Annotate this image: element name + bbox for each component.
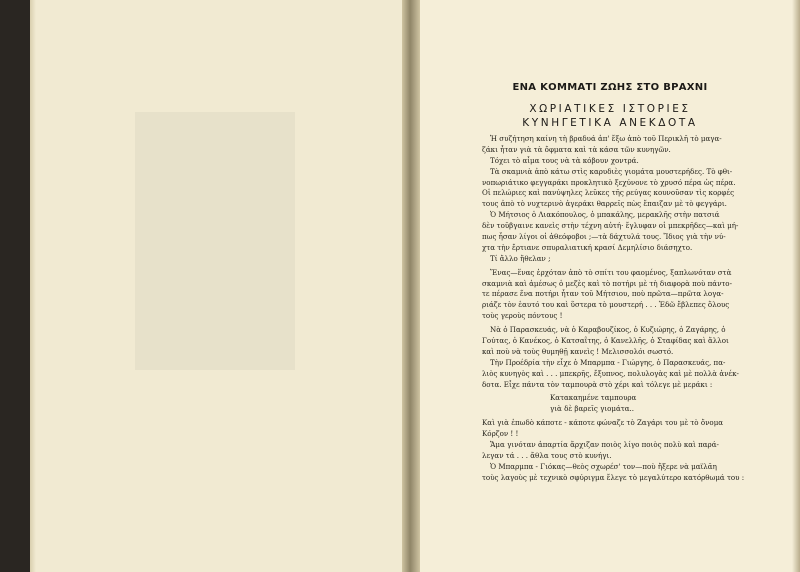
right-page <box>420 0 800 572</box>
text-line: Ἅμα γινόταν ἀπαρτία ἄρχιζαν ποιὸς λίγο ποιὸς πολὺ καὶ παρά- <box>490 440 719 450</box>
text-line: δὲν τοῦβγαινε κανεὶς στὴν τέχνη αὐτή· ἔγλυφαν οἱ μπεκρῆδες—καὶ μή- <box>482 221 739 231</box>
text-line: καὶ ποὺ νὰ τοὺς θυμηθῇ κανεὶς ! Μελισσολόι σωστό. <box>482 346 674 356</box>
left-page-edge <box>30 0 36 572</box>
text-line: λιὸς κυνηγὸς καὶ . . . μπεκρῆς, ἔξυπνος, πολυλογὰς καὶ μὲ πολλὰ ἀνέκ- <box>482 368 739 378</box>
text-line: πως ἦσαν λίγοι οἱ ἀθεόφοβοι ;—τὰ δάχτυλά τους. Ἴδιος γιὰ τὴν νύ- <box>482 232 726 242</box>
text-line: Ὁ Μήτσιος ὁ Λιακόπουλος, ὁ μπακάλης, μερακλῆς στὴν πατσιά <box>490 210 720 220</box>
text-line: τε πέρασε ἕνα ποτήρι ἦταν τοῦ Μήτσιου, ποὺ πρῶτα—πρῶτα λογα- <box>482 289 724 299</box>
text-line: Ἕνας—ἕνας ἐρχόταν ἀπὸ τὸ σπίτι του φαομένος, ξαπλωνόταν στὰ <box>490 267 732 277</box>
text-line: Γούτας, ὁ Κανέκος, ὁ Κατσαΐτης, ὁ Κανελλῆς, ὁ Σταφίδας καὶ ἄλλοι <box>482 336 729 346</box>
left-page <box>30 0 402 572</box>
text-line: Ἡ συζήτηση καίνη τὴ βραδυά ἀπ' ἔξω ἀπὸ τοῦ Περικλῆ τὸ μαγα- <box>490 134 722 143</box>
book-gutter <box>402 0 420 572</box>
text-line: Τὴν Προέδρία τὴν εἶχε ὁ Μπαρμπα - Γιώργης, ὁ Παρασκευάς, πα- <box>490 357 726 367</box>
text-line: Τί ἄλλο ἤθελαν ; <box>490 253 551 263</box>
text-line: Νὰ ὁ Παρασκευάς, νὰ ὁ Καραβουζίκος, ὁ Κυζιώρης, ὁ Ζαγάρης, ὁ <box>490 325 726 335</box>
subtitle-village-stories: ΧΩΡΙΑΤΙΚΕΣ ΙΣΤΟΡΙΕΣ <box>529 103 691 115</box>
subtitle-hunting-anecdotes: ΚΥΝΗΓΕΤΙΚΑ ΑΝΕΚΔΟΤΑ <box>522 117 698 129</box>
text-line: ζάκι ἦταν γιὰ τὰ ὄφματα καὶ τὰ κάσα τῶν κυνηγῶν. <box>482 144 671 154</box>
text-line: Καὶ γιὰ ἐπωδὸ κάποτε - κάποτε φώναζε τὸ Ζαγάρι του μὲ τὸ ὄνομα <box>482 418 724 428</box>
text-line: τους ἀπὸ τὸ νυχτερινὸ ἀγεράκι θαρρεῖς πὼς ἔπαιζαν μὲ τὸ φεγγάρι. <box>482 199 727 209</box>
faded-image-area <box>135 112 295 370</box>
text-line: ριάζε τὸν ἑαυτό του καὶ ὕστερα τὸ μουστερή . . . Ἐδῶ ἔβλεπες ὅλους <box>482 300 730 310</box>
text-line: τοὺς γεροὺς πόντους ! <box>482 311 563 321</box>
text-line: τοὺς λαγοὺς μὲ τεχνικὸ σφύριγμα ἔλεγε τὸ μεγαλύτερο κατόρθωμά του : <box>482 472 745 482</box>
chapter-headline: ΕΝΑ ΚΟΜΜΑΤΙ ΖΩΗΣ ΣΤΟ ΒΡΑΧΝΙ <box>512 82 708 93</box>
body-text <box>482 134 787 484</box>
text-line: Κόρζον ! ! <box>482 429 519 439</box>
text-line: χτα τὴν ἔρτιανε σπυραλιατική κρασί Δεμηλίσιο διάσηχτο. <box>482 242 693 252</box>
verse-line: Κατακαημένε ταμπουρα <box>550 393 637 403</box>
text-line: Οἱ πελώριες καὶ πανύψηλες λεῦκες τῆς ρεύγας κουνοῦσαν τὶς κορφές <box>482 188 735 198</box>
text-line: σκαμνιὰ καὶ ἀμέσως ὁ μεζὲς καὶ τὸ ποτήρι μὲ τὴ διαφορὰ ποὺ πάντο- <box>482 278 732 288</box>
text-line: δοτα. Εἶχε πάντα τὸν ταμπουρὰ στὸ χέρι καὶ τόλεγε μὲ μεράκι : <box>482 379 713 389</box>
text-line: Τὰ σκαμνιὰ ἀπὸ κάτω στὶς καρυδιὲς γιομάτα μουστερήδες. Τὸ φθι- <box>490 166 733 176</box>
text-line: Τόχει τὸ αἷμα τους νὰ τὰ κόβουν χοντρά. <box>490 155 639 165</box>
verse-line: γιὰ δὲ βαρεῖς γιομάτα.. <box>550 404 635 414</box>
text-line: νοπωριάτικο φεγγαράκι προκλητικὸ ξεχύνονε τὸ χρυσό πέρα ὡς πέρα. <box>482 177 736 187</box>
text-line: Ὁ Μπαρμπα - Γιόκας—θεὸς σχωρέσ' τον—ποὺ ἤξερε νὰ μαϊλᾶη <box>490 461 717 471</box>
text-line: λεγαν τά . . . ἄθλα τους στὸ κυνήγι. <box>482 450 612 460</box>
